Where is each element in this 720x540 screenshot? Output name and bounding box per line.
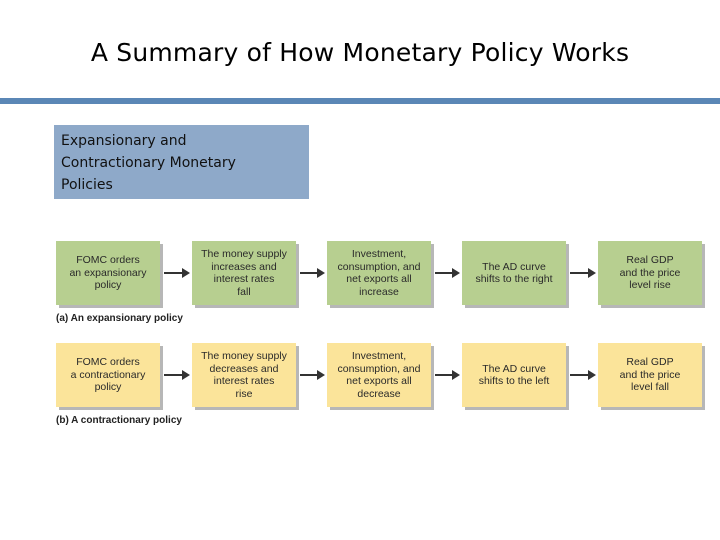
con-step-spending [327, 343, 431, 407]
con-step-gdp-line: and the price [619, 368, 681, 381]
con-step-gdp-line: Real GDP [626, 356, 674, 369]
exp-step-fomc [56, 241, 160, 305]
con-arrow-4 [570, 374, 594, 376]
exp-step-spending-line: consumption, and [337, 260, 421, 273]
exp-step-gdp-line: and the price [619, 266, 681, 279]
con-step-ad-line: shifts to the left [478, 375, 550, 387]
exp-step-spending-line: net exports all [346, 273, 412, 285]
con-step-fomc-line: FOMC orders [76, 356, 140, 369]
con-step-ad [462, 343, 566, 407]
exp-step-money-line: fall [237, 285, 251, 298]
con-step-gdp-line: level fall [631, 381, 669, 394]
exp-step-fomc-line: FOMC orders [76, 254, 140, 267]
con-arrow-3 [435, 374, 458, 376]
con-step-spending-line: decrease [357, 387, 401, 400]
exp-step-gdp [598, 241, 702, 305]
exp-step-spending-line: Investment, [351, 248, 407, 260]
exp-arrow-2 [300, 272, 323, 274]
callout-box [54, 125, 309, 199]
con-step-spending-line: Investment, [351, 350, 407, 362]
con-step-money-line: rise [235, 387, 253, 400]
con-step-money [192, 343, 296, 407]
exp-step-ad-line: shifts to the right [475, 273, 553, 285]
exp-step-money-line: increases and [211, 260, 277, 273]
con-step-money-line: decreases and [209, 362, 279, 375]
exp-step-ad-line: The AD curve [482, 260, 546, 273]
exp-step-spending [327, 241, 431, 305]
callout-line-1: Expansionary and [61, 133, 187, 149]
exp-step-gdp-line: level rise [629, 279, 671, 292]
exp-arrow-3 [435, 272, 458, 274]
con-step-money-line: interest rates [213, 375, 275, 387]
con-step-money-line: The money supply [201, 350, 287, 362]
exp-step-gdp-line: Real GDP [626, 254, 674, 267]
con-step-gdp [598, 343, 702, 407]
exp-step-fomc-line: policy [94, 279, 122, 292]
exp-step-spending-line: increase [359, 285, 399, 298]
exp-step-money-line: interest rates [213, 273, 275, 285]
con-step-fomc-line: a contractionary [70, 368, 146, 381]
title-divider [0, 98, 720, 104]
exp-step-fomc-line: an expansionary [69, 266, 147, 279]
exp-arrow-4 [570, 272, 594, 274]
callout-line-2: Contractionary Monetary [61, 155, 236, 171]
con-arrow-1 [164, 374, 188, 376]
expansionary-caption: (a) An expansionary policy [56, 313, 183, 324]
contractionary-caption: (b) A contractionary policy [56, 415, 182, 426]
con-step-fomc-line: policy [94, 381, 122, 394]
con-step-spending-line: consumption, and [337, 362, 421, 375]
callout-line-3: Policies [61, 177, 113, 193]
con-step-ad-line: The AD curve [482, 362, 546, 375]
con-step-spending-line: net exports all [346, 375, 412, 387]
exp-arrow-1 [164, 272, 188, 274]
slide-title: A Summary of How Monetary Policy Works [90, 38, 630, 67]
exp-step-money-line: The money supply [201, 248, 287, 260]
exp-step-money [192, 241, 296, 305]
con-step-fomc [56, 343, 160, 407]
con-arrow-2 [300, 374, 323, 376]
exp-step-ad [462, 241, 566, 305]
